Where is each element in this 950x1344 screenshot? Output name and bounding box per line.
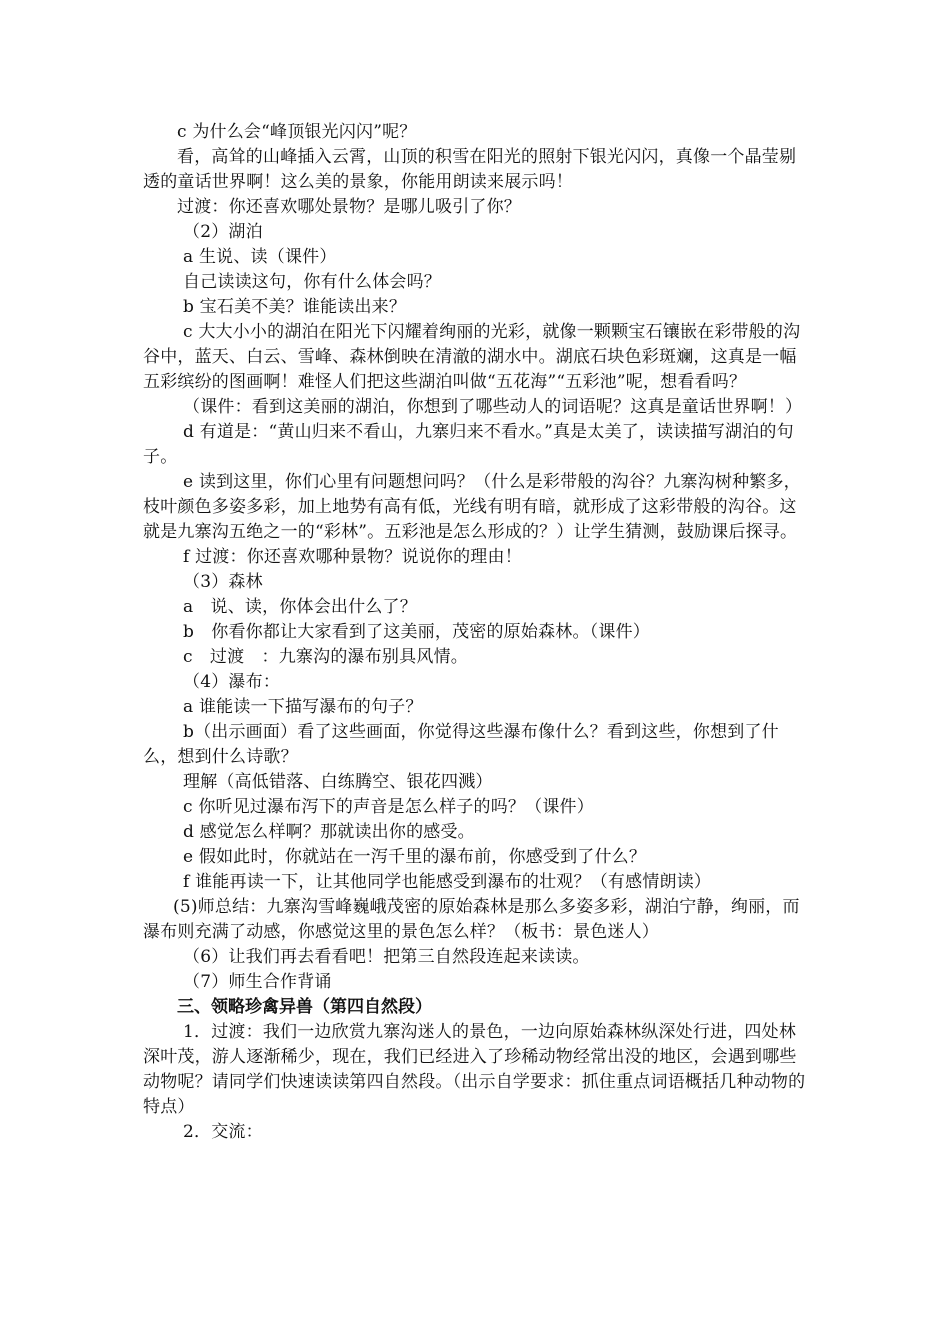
- paragraph-lakes-f: f 过渡：你还喜欢哪种景物？说说你的理由！: [183, 547, 522, 567]
- paragraph-lakes-a: a 生说、读（课件）: [183, 247, 337, 267]
- paragraph-forest-c: c 过渡 ：九寨沟的瀑布别具风情。: [183, 647, 468, 667]
- paragraph-forest-a: a 说、读，你体会出什么了？: [183, 597, 417, 617]
- section-forest: （3）森林: [183, 572, 263, 592]
- paragraph-waterfall-understand: 理解（高低错落、白练腾空、银花四溅）: [183, 772, 493, 792]
- paragraph-item-7: （7）师生合作背诵: [183, 972, 332, 992]
- paragraph-peak-description: 看，高耸的山峰插入云霄，山顶的积雪在阳光的照射下银光闪闪，真像一个晶莹剔透的童话世界啊！这么美的景象，你能用朗读来展示吗！: [143, 147, 797, 192]
- section-lakes: （2）湖泊: [183, 222, 263, 242]
- paragraph-waterfall-b: b（出示画面）看了这些画面，你觉得这些瀑布像什么？看到这些，你想到了什么，想到什么诗歌？: [143, 722, 779, 767]
- paragraph-lakes-d: d 有道是：“黄山归来不看山，九寨归来不看水。”真是太美了，读读描写湖泊的句子。: [143, 422, 794, 467]
- paragraph-waterfall-d: d 感觉怎么样啊？那就读出你的感受。: [183, 822, 475, 842]
- paragraph-lakes-courseware: （课件：看到这美丽的湖泊，你想到了哪些动人的词语呢？这真是童话世界啊！）: [183, 397, 803, 417]
- paragraph-item-6: （6）让我们再去看看吧！把第三自然段连起来读读。: [183, 947, 590, 967]
- paragraph-transition-1: 过渡：你还喜欢哪处景物？是哪儿吸引了你？: [177, 197, 521, 217]
- paragraph-transition-animals: 1．过渡：我们一边欣赏九寨沟迷人的景色，一边向原始森林纵深处行进，四处林深叶茂，游人逐渐稀少，现在，我们已经进入了珍稀动物经常出没的地区，会遇到哪些动物呢？请同学们快速读读第四自然段。（出示自学要求：抓住重点词语概括几种动物的特点）: [143, 1022, 806, 1117]
- paragraph-lakes-b: b 宝石美不美？谁能读出来？: [183, 297, 407, 317]
- paragraph-c-why-peak: c 为什么会“峰顶银光闪闪”呢？: [177, 122, 417, 142]
- paragraph-waterfall-e: e 假如此时，你就站在一泻千里的瀑布前，你感受到了什么？: [183, 847, 647, 867]
- paragraph-forest-b: b 你看你都让大家看到了这美丽，茂密的原始森林。（课件）: [183, 622, 650, 642]
- paragraph-lakes-e: e 读到这里，你们心里有问题想问吗？（什么是彩带般的沟谷？九寨沟树种繁多，枝叶颜色多姿多彩，加上地势有高有低，光线有明有暗，就形成了这彩带般的沟谷。这就是九寨沟五绝之一的“彩林”。五彩池是怎么形成的？）让学生猜测，鼓励课后探寻。: [143, 472, 801, 542]
- paragraph-summary-5: (5)师总结：九寨沟雪峰巍峨茂密的原始森林是那么多姿多彩，湖泊宁静，绚丽，而瀑布则充满了动感，你感觉这里的景色怎么样？（板书：景色迷人）: [143, 897, 800, 942]
- section-heading-3: 三、领略珍禽异兽（第四自然段）: [177, 997, 432, 1017]
- paragraph-waterfall-a: a 谁能读一下描写瀑布的句子？: [183, 697, 423, 717]
- paragraph-lakes-c: c 大大小小的湖泊在阳光下闪耀着绚丽的光彩，就像一颗颗宝石镶嵌在彩带般的沟谷中，蓝天、白云、雪峰、森林倒映在清澈的湖水中。湖底石块色彩斑斓，这真是一幅五彩缤纷的图画啊！难怪人们把这些湖泊叫做“五花海”“五彩池”呢，想看看吗？: [143, 322, 801, 392]
- paragraph-lakes-reflection: 自己读读这句，你有什么体会吗？: [183, 272, 441, 292]
- paragraph-waterfall-c: c 你听见过瀑布泻下的声音是怎么样子的吗？（课件）: [183, 797, 594, 817]
- paragraph-waterfall-f: f 谁能再读一下，让其他同学也能感受到瀑布的壮观？（有感情朗读）: [183, 872, 712, 892]
- document-body: [143, 120, 810, 1145]
- section-waterfall: （4）瀑布：: [183, 672, 281, 692]
- paragraph-exchange: 2．交流：: [183, 1122, 263, 1142]
